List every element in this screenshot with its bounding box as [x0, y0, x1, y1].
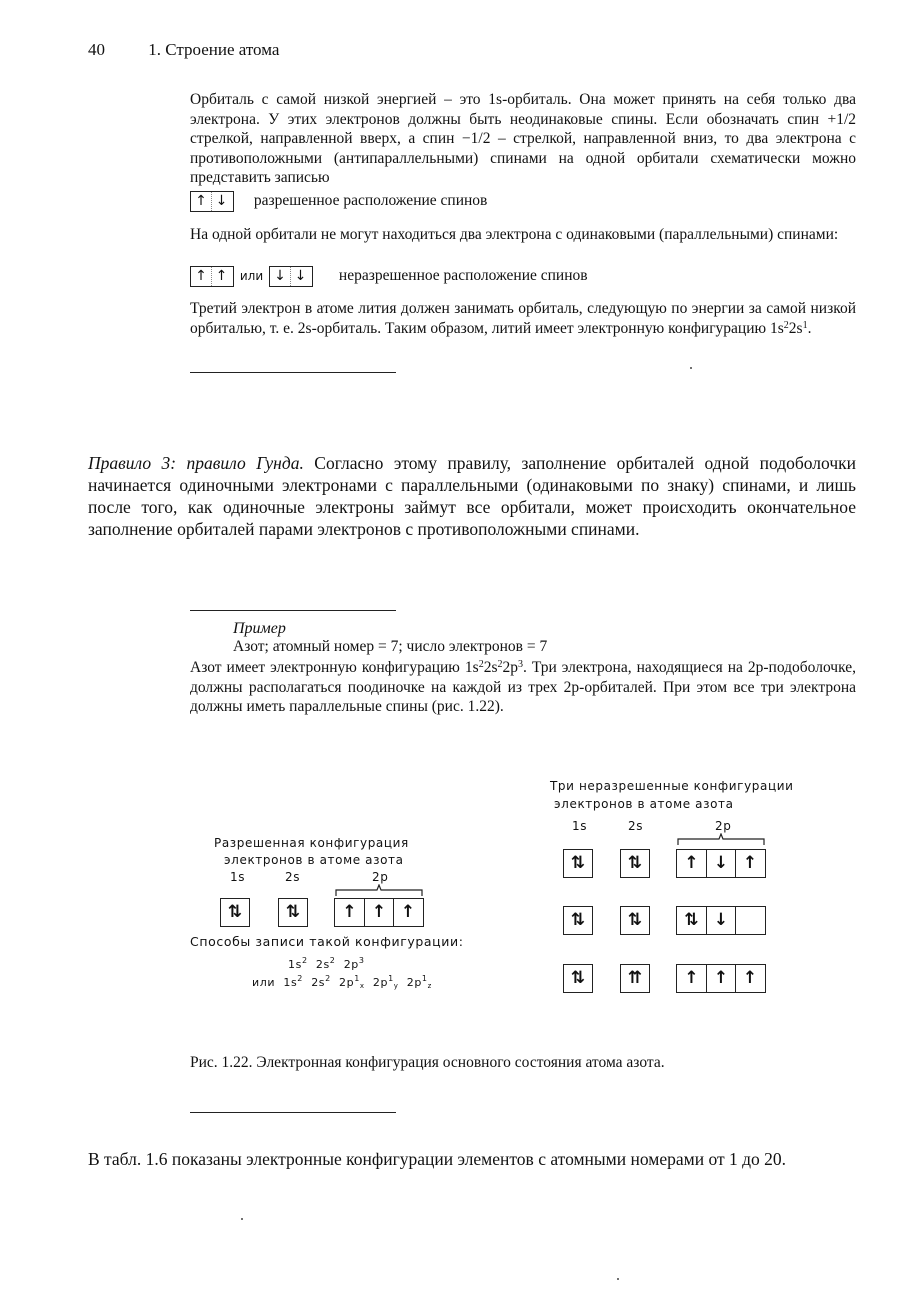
orbital-2s: ⇅	[278, 898, 308, 927]
orbital-2p: ⇅ ↓	[676, 906, 766, 935]
divider	[190, 1112, 396, 1113]
orbital-paragraph: Орбиталь с самой низкой энергией – это 1s-орбиталь. Она может принять на себя только два электрона. У этих электронов должны быть неодинаковые спины. Если обозначать спин +1/2 стрелкой, направленной вверх, а спин −1/2 – стрелкой, направленной вниз, то два электрона с противоположными (антипараллельными) спинами на одной орбитали схематически можно представить записью	[190, 91, 856, 187]
notation-title: Способы записи такой конфигурации:	[190, 934, 464, 949]
orbital-box-down-down: ↓ ↓	[269, 266, 313, 287]
speck	[690, 367, 692, 369]
forbidden-config-title-1: Три неразрешенные конфигурации	[550, 779, 794, 793]
parallel-spins-paragraph: На одной орбитали не могут находиться два электрона с одинаковыми (параллельными) спинами:	[190, 226, 839, 243]
allowed-label: разрешенное расположение спинов	[253, 192, 488, 210]
forbidden-spin-example: ↑ ↑ или ↓ ↓ неразрешенное расположение спинов	[190, 266, 588, 287]
orbital-box-up-up: ↑ ↑	[190, 266, 234, 287]
forbidden-config-title-2: электронов в атоме азота	[554, 797, 734, 811]
notation-line-2: или $1s^2$ $2s^2$ $2p^1_x$ $2p^1_y$ $2p^1_z$	[252, 974, 432, 990]
orbital-2s: ⇅	[620, 849, 650, 878]
allowed-config-title-1: Разрешенная конфигурация	[214, 836, 409, 850]
label-1s: 1s	[230, 870, 246, 884]
2p-brace	[676, 833, 766, 847]
label-1s: 1s	[572, 819, 588, 833]
hund-rule-title: Правило 3: правило Гунда.	[88, 453, 304, 473]
allowed-config-title-2: электронов в атоме азота	[224, 853, 404, 867]
example-paragraph: Азот имеет электронную конфигурацию $1s^22s^22p^3$. Три электрона, находящиеся на 2p-подоболочке, должны располагаться поодиночке на каждой из трех 2p-орбиталей. При этом все три электрона должны иметь параллельные спины (рис. 1.22).	[190, 659, 857, 716]
allowed-spin-example	[190, 191, 487, 212]
running-header	[88, 40, 279, 60]
orbital-2p: ↑ ↓ ↑	[676, 849, 766, 878]
2p-brace	[334, 884, 424, 898]
orbital-2p: ↑ ↑ ↑	[334, 898, 424, 927]
figure-caption: Рис. 1.22. Электронная конфигурация основного состояния атома азота.	[190, 1054, 665, 1071]
closing-paragraph: В табл. 1.6 показаны электронные конфигурации элементов с атомными номерами от 1 до 20.	[88, 1149, 787, 1169]
example-heading: Пример	[233, 620, 286, 637]
speck	[617, 1278, 619, 1280]
label-2s: 2s	[285, 870, 301, 884]
orbital-box: ↑ ↓	[190, 191, 234, 212]
orbital-2p: ↑ ↑ ↑	[676, 964, 766, 993]
forbidden-label: неразрешенное расположение спинов	[338, 267, 588, 285]
speck	[241, 1218, 243, 1220]
orbital-1s: ⇅	[220, 898, 250, 927]
orbital-2s: ⇅	[620, 906, 650, 935]
lithium-paragraph: Третий электрон в атоме лития должен занимать орбиталь, следующую по энергии за самой низкой орбиталью, т. е. 2s-орбиталь. Таким образом, литий имеет электронную конфигурацию $1s^22s^1$.	[190, 300, 856, 337]
hund-rule-paragraph: Правило 3: правило Гунда. Согласно этому правилу, заполнение орбиталей одной подоболочки начинается одиночными электронами с параллельными (одинаковыми по знаку) спинами, и лишь после того, как одиночные электроны займут все орбитали, может происходить окончательное заполнение орбиталей парами электронов с противоположными спинами.	[88, 453, 856, 539]
label-2p: 2p	[372, 870, 389, 884]
divider	[190, 610, 396, 611]
notation-line-1: $1s^2$ $2s^2$ $2p^3$	[288, 956, 365, 971]
label-2s: 2s	[628, 819, 644, 833]
label-2p: 2p	[715, 819, 732, 833]
divider	[190, 372, 396, 373]
chapter-title: 1. Строение атома	[148, 40, 280, 59]
orbital-1s: ⇅	[563, 964, 593, 993]
page-number: 40	[88, 40, 105, 59]
orbital-1s: ⇅	[563, 849, 593, 878]
orbital-2s: ⇈	[620, 964, 650, 993]
example-line1: Азот; атомный номер = 7; число электронов = 7	[233, 638, 548, 655]
orbital-1s: ⇅	[563, 906, 593, 935]
